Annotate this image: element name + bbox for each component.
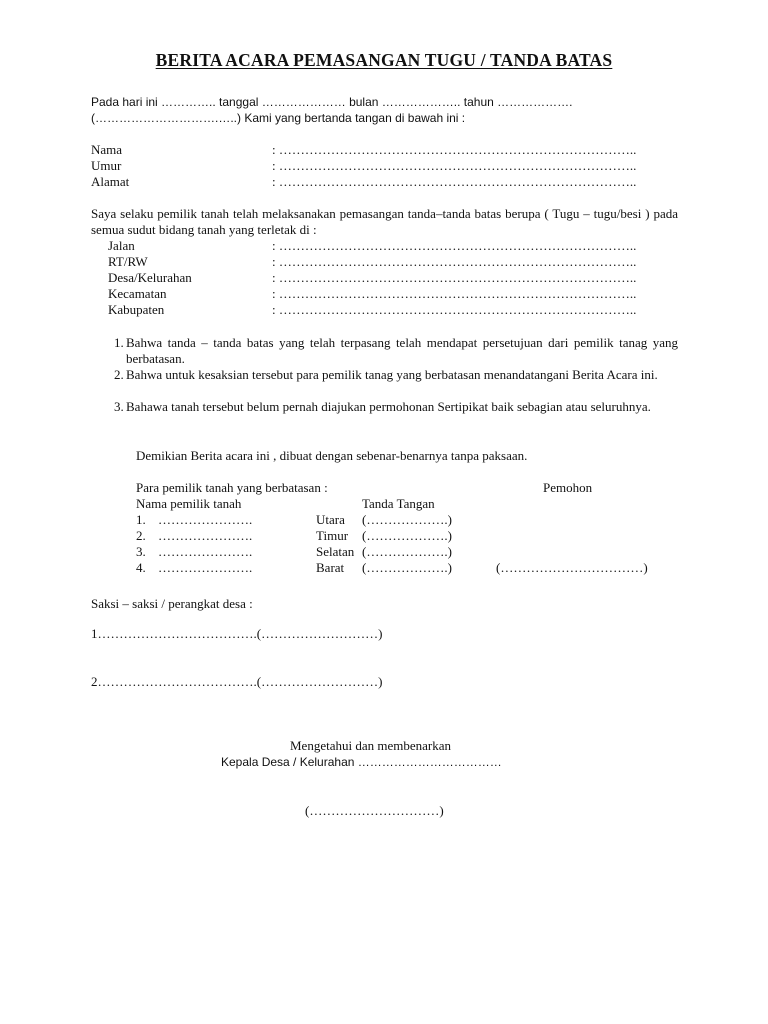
location-label-rtrw: RT/RW [108,254,148,269]
neighbor-name: …………………. [158,528,253,543]
neighbor-name: …………………. [158,560,253,575]
identity-value-alamat: : ……………………………………………………………………….. [272,174,637,189]
opening-line-2: (………………………….…..) Kami yang bertanda tangan di bawah ini : [91,111,466,125]
location-value-kabupaten: : ……………………………………………………………………….. [272,302,637,317]
location-value-rtrw: : ……………………………………………………………………….. [272,254,637,269]
column-name-header: Nama pemilik tanah [136,496,242,511]
point-text: Bahwa untuk kesaksian tersebut para pemilik tanag yang berbatasan menandatangani Berita Acara ini. [126,367,658,382]
witness-line-2: 2……………………………….(………………………) [91,674,383,689]
location-value-kecamatan: : ……………………………………………………………………….. [272,286,637,301]
approval-signature: (…………………………) [305,803,444,818]
neighbor-row-number: 1. [136,512,146,527]
neighbor-signature: (……………….) [362,544,452,559]
applicant-signature: (……………………………) [496,560,648,575]
location-label-jalan: Jalan [108,238,135,253]
neighbor-direction: Utara [316,512,345,527]
neighbor-name: …………………. [158,512,253,527]
applicant-heading: Pemohon [543,480,593,495]
neighbor-direction: Timur [316,528,349,543]
identity-value-nama: : ……………………………………………………………………….. [272,142,637,157]
point-number: 2. [114,367,124,382]
witness-heading: Saksi – saksi / perangkat desa : [91,596,253,611]
neighbor-direction: Selatan [316,544,355,559]
neighbor-signature: (……………….) [362,512,452,527]
neighbor-row-number: 2. [136,528,146,543]
location-label-kecamatan: Kecamatan [108,286,167,301]
identity-label-umur: Umur [91,158,122,173]
location-label-desa: Desa/Kelurahan [108,270,192,285]
neighbor-signature: (……………….) [362,528,452,543]
location-value-desa: : ……………………………………………………………………….. [272,270,637,285]
point-number: 3. [114,399,124,414]
neighbor-name: …………………. [158,544,253,559]
point-text: Bahwa tanda – tanda batas yang telah terpasang telah mendapat persetujuan dari pemilik tanag yang berbatasan. [126,335,678,366]
opening-line-1: Pada hari ini ………….. tanggal ………………… bulan ……………….. tahun ………………. [91,95,573,109]
neighbor-row-number: 4. [136,560,146,575]
point-number: 1. [114,335,124,350]
identity-value-umur: : ……………………………………………………………………….. [272,158,637,173]
identity-label-nama: Nama [91,142,123,157]
identity-label-alamat: Alamat [91,174,130,189]
column-sign-header: Tanda Tangan [362,496,435,511]
approval-line-2: Kepala Desa / Kelurahan ……………………………… [221,755,502,769]
neighbor-signature: (……………….) [362,560,452,575]
witness-line-1: 1……………………………….(………………………) [91,626,383,641]
document-title: BERITA ACARA PEMASANGAN TUGU / TANDA BATAS [155,50,613,70]
location-label-kabupaten: Kabupaten [108,302,165,317]
closing-statement: Demikian Berita acara ini , dibuat dengan sebenar-benarnya tanpa paksaan. [136,448,528,463]
neighbor-row-number: 3. [136,544,146,559]
neighbor-direction: Barat [316,560,345,575]
statement-paragraph: Saya selaku pemilik tanah telah melaksanakan pemasangan tanda–tanda batas berupa ( Tugu – tugu/besi ) pada semua sudut bidang tanah yang terletak di : [91,206,678,237]
point-text: Bahawa tanah tersebut belum pernah diajukan permohonan Sertipikat baik sebagian atau seluruhnya. [126,399,651,414]
neighbors-heading: Para pemilik tanah yang berbatasan : [136,480,328,495]
approval-line-1: Mengetahui dan membenarkan [290,738,451,753]
location-value-jalan: : ……………………………………………………………………….. [272,238,637,253]
